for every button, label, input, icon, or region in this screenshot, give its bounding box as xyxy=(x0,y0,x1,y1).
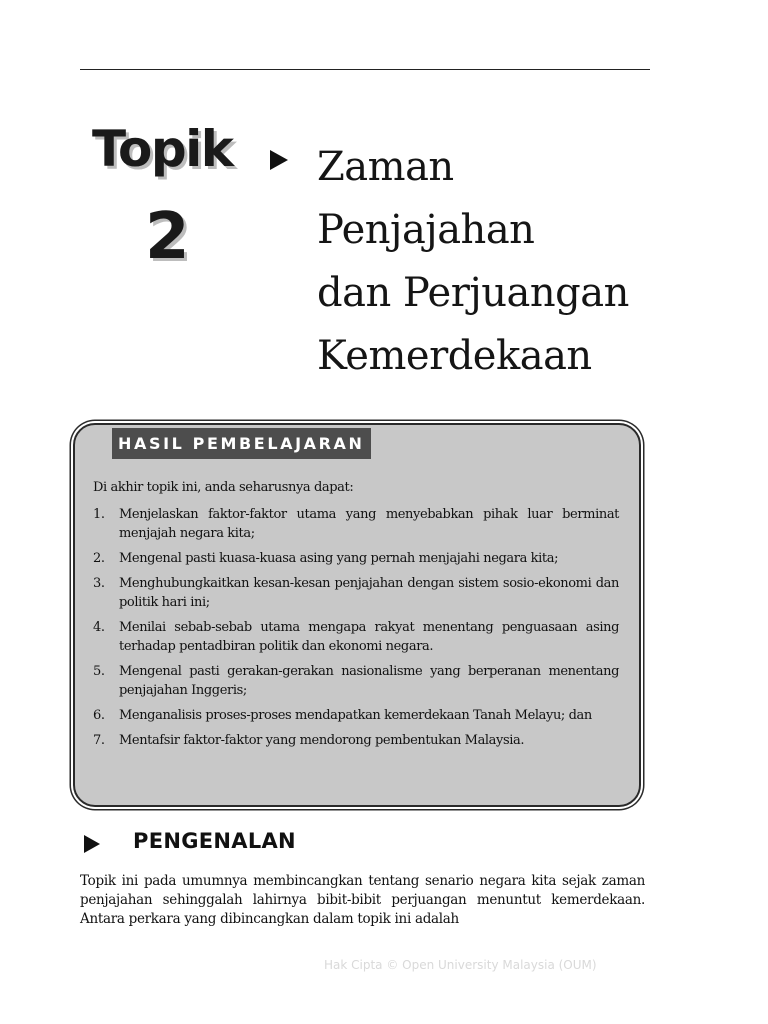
copyright-watermark: Hak Cipta © Open University Malaysia (OUM) xyxy=(324,958,597,972)
chapter-title-line: dan Perjuangan xyxy=(317,270,629,316)
list-item-number: 3. xyxy=(93,576,105,591)
triangle-right-icon xyxy=(82,834,102,854)
list-item-text: Mengenal pasti gerakan-gerakan nasionalisme yang berperanan menentang penjajahan Inggeris; xyxy=(119,664,619,698)
section-heading: PENGENALAN xyxy=(133,829,296,853)
list-item-number: 5. xyxy=(93,664,105,679)
chapter-title-line: Zaman xyxy=(317,144,454,190)
list-item-text: Menghubungkaitkan kesan-kesan penjajahan dengan sistem sosio-ekonomi dan politik hari ini; xyxy=(119,576,619,610)
chapter-title-line: Penjajahan xyxy=(317,207,535,253)
list-item-number: 7. xyxy=(93,733,105,748)
list-item-number: 6. xyxy=(93,708,105,723)
learning-outcomes-list xyxy=(93,505,619,756)
learning-outcomes-intro: Di akhir topik ini, anda seharusnya dapat: xyxy=(93,480,354,495)
topic-number: 2 xyxy=(145,200,190,274)
list-item-text: Mentafsir faktor-faktor yang mendorong pembentukan Malaysia. xyxy=(119,733,525,748)
list-item xyxy=(93,731,619,750)
learning-outcomes-label: HASIL PEMBELAJARAN xyxy=(112,428,371,459)
list-item xyxy=(93,574,619,612)
top-rule xyxy=(80,69,650,70)
list-item xyxy=(93,549,619,568)
list-item-text: Menganalisis proses-proses mendapatkan kemerdekaan Tanah Melayu; dan xyxy=(119,708,592,723)
list-item xyxy=(93,662,619,700)
list-item xyxy=(93,618,619,656)
list-item-number: 2. xyxy=(93,551,105,566)
list-item xyxy=(93,706,619,725)
topic-label: Topik xyxy=(92,120,233,178)
list-item xyxy=(93,505,619,543)
chapter-title xyxy=(317,136,629,388)
list-item-text: Mengenal pasti kuasa-kuasa asing yang pernah menjajahi negara kita; xyxy=(119,551,559,566)
chapter-title-line: Kemerdekaan xyxy=(317,333,592,379)
introduction-paragraph: Topik ini pada umumnya membincangkan tentang senario negara kita sejak zaman penjajahan sehinggalah lahirnya bibit-bibit perjuangan menuntut kemerdekaan. Antara perkara yang dibincangkan dalam topik ini adalah xyxy=(80,873,645,927)
triangle-right-icon xyxy=(268,148,290,172)
list-item-text: Menjelaskan faktor-faktor utama yang menyebabkan pihak luar berminat menjajah negara kita; xyxy=(119,507,619,541)
list-item-text: Menilai sebab-sebab utama mengapa rakyat menentang penguasaan asing terhadap pentadbiran politik dan ekonomi negara. xyxy=(119,620,619,654)
list-item-number: 4. xyxy=(93,620,105,635)
list-item-number: 1. xyxy=(93,507,105,522)
